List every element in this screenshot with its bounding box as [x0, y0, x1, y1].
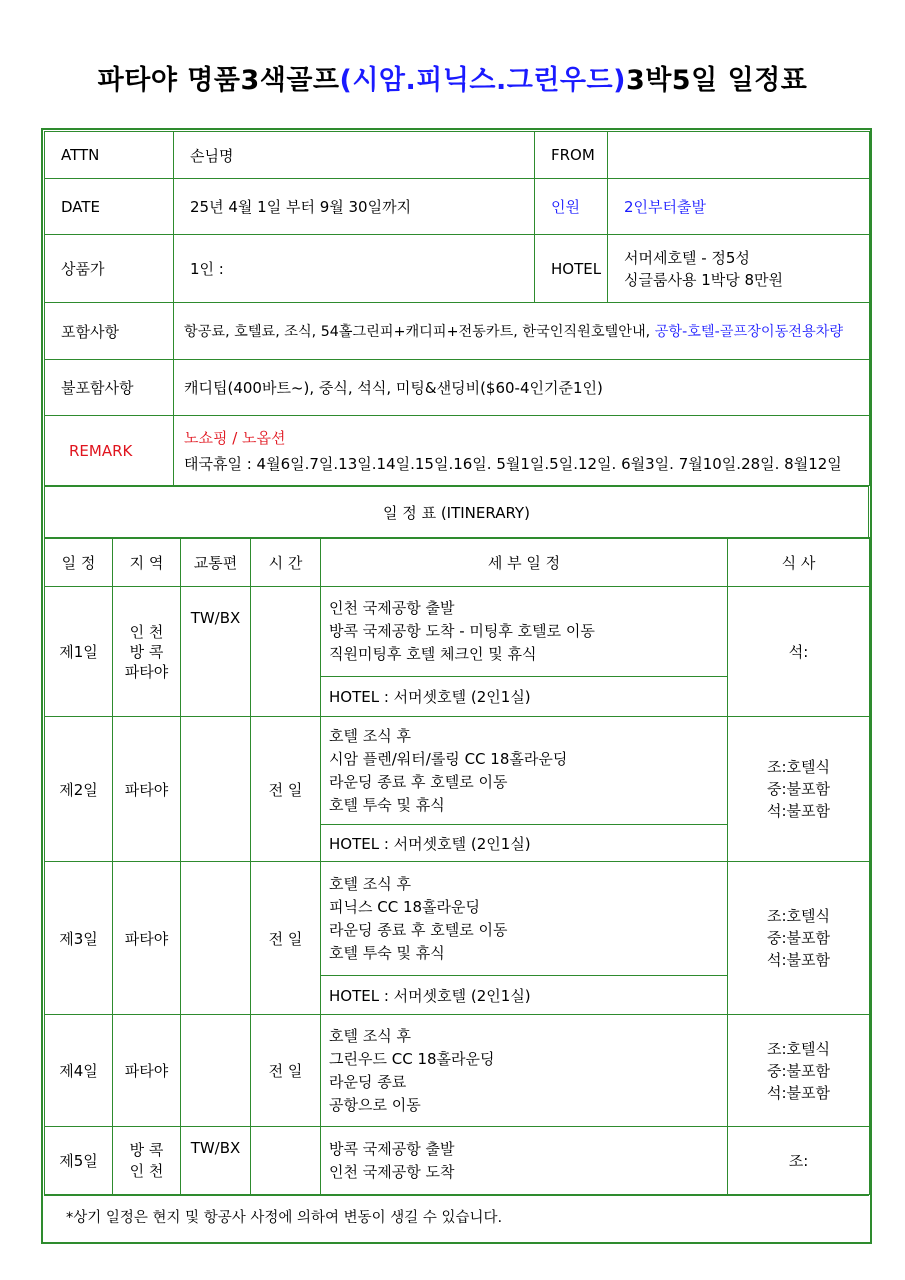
- day-details: [321, 862, 728, 976]
- include-label: 포함사항: [45, 303, 174, 360]
- day-meals: [728, 587, 870, 717]
- footnote: *상기 일정은 현지 및 항공사 사정에 의하여 변동이 생길 수 있습니다.: [44, 1195, 869, 1241]
- info-row-remark: [45, 416, 870, 486]
- detail-line: 인천 국제공항 출발: [329, 599, 455, 617]
- info-row-attn: [45, 132, 870, 179]
- day-transport: TW/BX: [181, 587, 251, 717]
- day-transport: [181, 717, 251, 862]
- region-line: 파타야: [124, 662, 169, 681]
- include-text: 항공료, 호텔료, 조식, 54홀그린피+캐디피+전동카트, 한국인직원호텔안내,: [184, 324, 651, 340]
- exclude-value: 캐디팁(400바트~), 중식, 석식, 미팅&샌딩비($60-4인기준1인): [174, 360, 870, 416]
- day-details: [321, 717, 728, 825]
- col-region: 지 역: [113, 538, 181, 587]
- day-region: 파타야: [113, 862, 181, 1015]
- detail-line: 피닉스 CC 18홀라운딩: [329, 897, 481, 916]
- day-details: [321, 1015, 728, 1127]
- remark-value: [174, 416, 870, 486]
- detail-line: 라운딩 종료: [329, 1072, 407, 1091]
- detail-line: 직원미팅후 호텔 체크인 및 휴식: [329, 645, 537, 663]
- meal-line: 석:불포함: [766, 1083, 830, 1102]
- page-title: [0, 58, 905, 97]
- info-row-exclude: [45, 360, 870, 416]
- exclude-label: 불포함사항: [45, 360, 174, 416]
- col-day: 일 정: [45, 538, 113, 587]
- title-prefix: 파타야 명품3색골프: [97, 65, 340, 96]
- region-line: 방 콕: [129, 1140, 164, 1159]
- day-label: 제4일: [45, 1015, 113, 1127]
- col-time: 시 간: [251, 538, 321, 587]
- itinerary-header: 일 정 표 (ITINERARY): [45, 486, 869, 538]
- col-details: 세 부 일 정: [321, 538, 728, 587]
- meal-line: 중:불포함: [766, 1061, 830, 1080]
- title-highlight: (시암.피닉스.그린우드): [339, 65, 626, 96]
- day-hotel: HOTEL : 서머셋호텔 (2인1실): [321, 976, 728, 1015]
- day-region: 파타야: [113, 717, 181, 862]
- detail-line: 인천 국제공항 도착: [329, 1162, 455, 1181]
- detail-line: 시암 플렌/워터/롤링 CC 18홀라운딩: [329, 749, 568, 768]
- detail-line: 호텔 투숙 및 휴식: [329, 795, 445, 814]
- day-row: [45, 587, 870, 677]
- day-row: [45, 862, 870, 976]
- remark-line1: 노쇼핑 / 노옵션: [184, 428, 286, 447]
- price-label: 상품가: [45, 235, 174, 303]
- meal-line: 조:: [788, 1151, 809, 1170]
- day-meals: [728, 1015, 870, 1127]
- hotel-line1: 서머세호텔 - 정5성: [624, 248, 750, 267]
- meal-line: 중:불포함: [766, 929, 830, 947]
- detail-line: 방콕 국제공항 도착 - 미팅후 호텔로 이동: [329, 622, 595, 640]
- day-label: 제2일: [45, 717, 113, 862]
- day-transport: [181, 1015, 251, 1127]
- itinerary-header-table: [44, 485, 869, 539]
- detail-line: 방콕 국제공항 출발: [329, 1139, 455, 1158]
- day-meals: [728, 717, 870, 862]
- remark-line2: 태국휴일 : 4월6일.7일.13일.14일.15일.16일. 5월1일.5일.12일. 6월3일. 7월10일.28일. 8월12일: [184, 454, 842, 473]
- day-transport: [181, 862, 251, 1015]
- region-line: 인 천: [129, 1161, 164, 1180]
- info-row-include: [45, 303, 870, 360]
- pax-value: 2인부터출발: [608, 179, 870, 235]
- day-time: 전 일: [251, 717, 321, 862]
- from-label: FROM: [535, 132, 608, 179]
- pax-label: 인원: [535, 179, 608, 235]
- detail-line: 그린우드 CC 18홀라운딩: [329, 1049, 495, 1068]
- attn-label: ATTN: [45, 132, 174, 179]
- title-suffix: 3박5일 일정표: [625, 65, 808, 96]
- remark-label: REMARK: [45, 416, 174, 486]
- info-row-price: [45, 235, 870, 303]
- detail-line: 호텔 조식 후: [329, 874, 411, 893]
- detail-line: 라운딩 종료 후 호텔로 이동: [329, 772, 508, 791]
- region-line: 방 콕: [129, 642, 164, 661]
- info-row-date: [45, 179, 870, 235]
- day-label: 제3일: [45, 862, 113, 1015]
- meal-line: 중:불포함: [766, 780, 830, 798]
- day-region: [113, 1127, 181, 1195]
- attn-value: 손님명: [174, 132, 535, 179]
- detail-line: 호텔 투숙 및 휴식: [329, 943, 445, 962]
- day-row: [45, 717, 870, 825]
- meal-line: 석:불포함: [766, 951, 830, 969]
- hotel-label: HOTEL: [535, 235, 608, 303]
- include-value: [174, 303, 870, 360]
- schedule-table: [44, 537, 870, 1195]
- day-time: 전 일: [251, 862, 321, 1015]
- day-details: [321, 587, 728, 677]
- day-label: 제1일: [45, 587, 113, 717]
- schedule-header-row: [45, 538, 870, 587]
- from-value: [608, 132, 870, 179]
- day-meals: [728, 862, 870, 1015]
- region-line: 인 천: [129, 622, 164, 641]
- meal-line: 석:불포함: [766, 802, 830, 820]
- day-meals: [728, 1127, 870, 1195]
- date-value: 25년 4월 1일 부터 9월 30일까지: [174, 179, 535, 235]
- col-transport: 교통편: [181, 538, 251, 587]
- meal-line: 석:: [788, 642, 809, 661]
- meal-line: 조:호텔식: [766, 758, 830, 776]
- detail-line: 호텔 조식 후: [329, 726, 411, 745]
- info-table: [44, 131, 870, 486]
- day-time: 전 일: [251, 1015, 321, 1127]
- day-label: 제5일: [45, 1127, 113, 1195]
- day-region: [113, 587, 181, 717]
- day-time: [251, 587, 321, 717]
- hotel-line2: 싱글룸사용 1박당 8만원: [624, 270, 784, 289]
- day-hotel: HOTEL : 서머셋호텔 (2인1실): [321, 677, 728, 717]
- price-value: 1인 :: [174, 235, 535, 303]
- col-meals: 식 사: [728, 538, 870, 587]
- day-row: [45, 1015, 870, 1127]
- detail-line: 라운딩 종료 후 호텔로 이동: [329, 920, 508, 939]
- day-details: [321, 1127, 728, 1195]
- include-text-transfer: 공항-호텔-골프장이동전용차량: [654, 324, 844, 340]
- day-hotel: HOTEL : 서머셋호텔 (2인1실): [321, 825, 728, 862]
- meal-line: 조:호텔식: [766, 907, 830, 925]
- day-transport: TW/BX: [181, 1127, 251, 1195]
- hotel-info: [608, 235, 870, 303]
- date-label: DATE: [45, 179, 174, 235]
- detail-line: 공항으로 이동: [329, 1095, 421, 1114]
- meal-line: 조:호텔식: [766, 1039, 830, 1058]
- day-row: [45, 1127, 870, 1195]
- detail-line: 호텔 조식 후: [329, 1026, 411, 1045]
- day-time: [251, 1127, 321, 1195]
- day-region: 파타야: [113, 1015, 181, 1127]
